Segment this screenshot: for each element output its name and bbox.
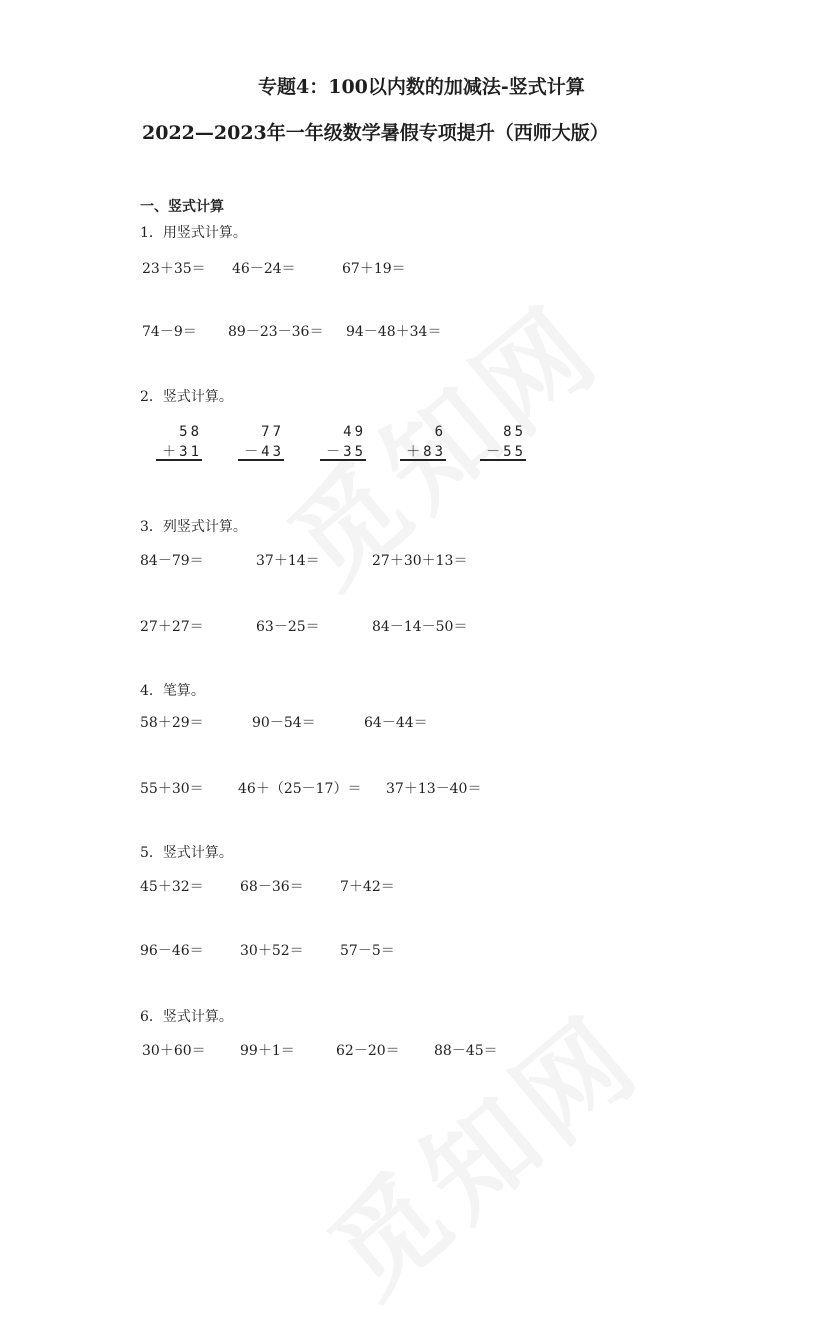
vertical-problem — [238, 424, 284, 461]
question-3-title: 3．列竖式计算。 — [140, 519, 247, 535]
question-2-title: 2．竖式计算。 — [140, 389, 233, 405]
problem: 88－45＝ — [434, 1043, 498, 1059]
problem: 45＋32＝ — [140, 879, 204, 895]
problem: 67＋19＝ — [342, 261, 406, 277]
question-1-row-1 — [0, 258, 830, 278]
problem: 23＋35＝ — [142, 261, 206, 277]
problem: 63－25＝ — [256, 619, 320, 635]
problem: 7＋42＝ — [340, 879, 395, 895]
problem: 62－20＝ — [336, 1043, 400, 1059]
problem: 96－46＝ — [140, 943, 204, 959]
problem: 84－14－50＝ — [372, 619, 468, 635]
problem: 84－79＝ — [140, 553, 204, 569]
problem: 27＋27＝ — [140, 619, 204, 635]
question-3-row-2 — [0, 616, 830, 636]
problem: 68－36＝ — [240, 879, 304, 895]
question-5-title: 5．竖式计算。 — [140, 845, 233, 861]
problem: 89－23－36＝ — [228, 324, 324, 340]
problem: 99＋1＝ — [240, 1043, 295, 1059]
vertical-problem — [400, 424, 446, 461]
problem: 46－24＝ — [232, 261, 296, 277]
question-4-title: 4．笔算。 — [140, 683, 205, 699]
question-4-row-1 — [0, 712, 830, 732]
section-heading: 一、竖式计算 — [140, 199, 224, 215]
watermark — [291, 973, 668, 1325]
question-4-row-2 — [0, 778, 830, 798]
problem: 94－48＋34＝ — [346, 324, 442, 340]
problem: 30＋60＝ — [142, 1043, 206, 1059]
vertical-bottom: ＋83 — [400, 441, 446, 461]
vertical-bottom: －35 — [320, 441, 366, 461]
vertical-top: 6 — [434, 424, 446, 440]
problem: 74－9＝ — [142, 324, 197, 340]
problem: 37＋13－40＝ — [386, 781, 482, 797]
problem: 46＋（25－17）＝ — [238, 781, 362, 797]
problem: 37＋14＝ — [256, 553, 320, 569]
problem: 57－5＝ — [340, 943, 395, 959]
problem: 27＋30＋13＝ — [372, 553, 468, 569]
problem: 30＋52＝ — [240, 943, 304, 959]
vertical-bottom: －43 — [238, 441, 284, 461]
question-6-row-1 — [0, 1040, 830, 1060]
vertical-bottom: －55 — [480, 441, 526, 461]
question-3-row-1 — [0, 550, 830, 570]
page-title: 专题4：100以内数的加减法-竖式计算 — [258, 76, 585, 98]
vertical-bottom: ＋31 — [156, 441, 202, 461]
question-1-title: 1．用竖式计算。 — [140, 225, 247, 241]
problem: 64－44＝ — [364, 715, 428, 731]
problem: 55＋30＝ — [140, 781, 204, 797]
question-1-row-2 — [0, 321, 830, 341]
problem: 58＋29＝ — [140, 715, 204, 731]
vertical-problem — [320, 424, 366, 461]
problem: 90－54＝ — [252, 715, 316, 731]
question-6-title: 6．竖式计算。 — [140, 1009, 233, 1025]
page-subtitle: 2022—2023年一年级数学暑假专项提升（西师大版） — [142, 122, 609, 144]
vertical-top: 58 — [179, 424, 202, 440]
vertical-problem — [480, 424, 526, 461]
vertical-top: 49 — [343, 424, 366, 440]
question-5-row-2 — [0, 940, 830, 960]
vertical-top: 77 — [261, 424, 284, 440]
vertical-problem — [156, 424, 202, 461]
vertical-top: 85 — [503, 424, 526, 440]
question-5-row-1 — [0, 876, 830, 896]
